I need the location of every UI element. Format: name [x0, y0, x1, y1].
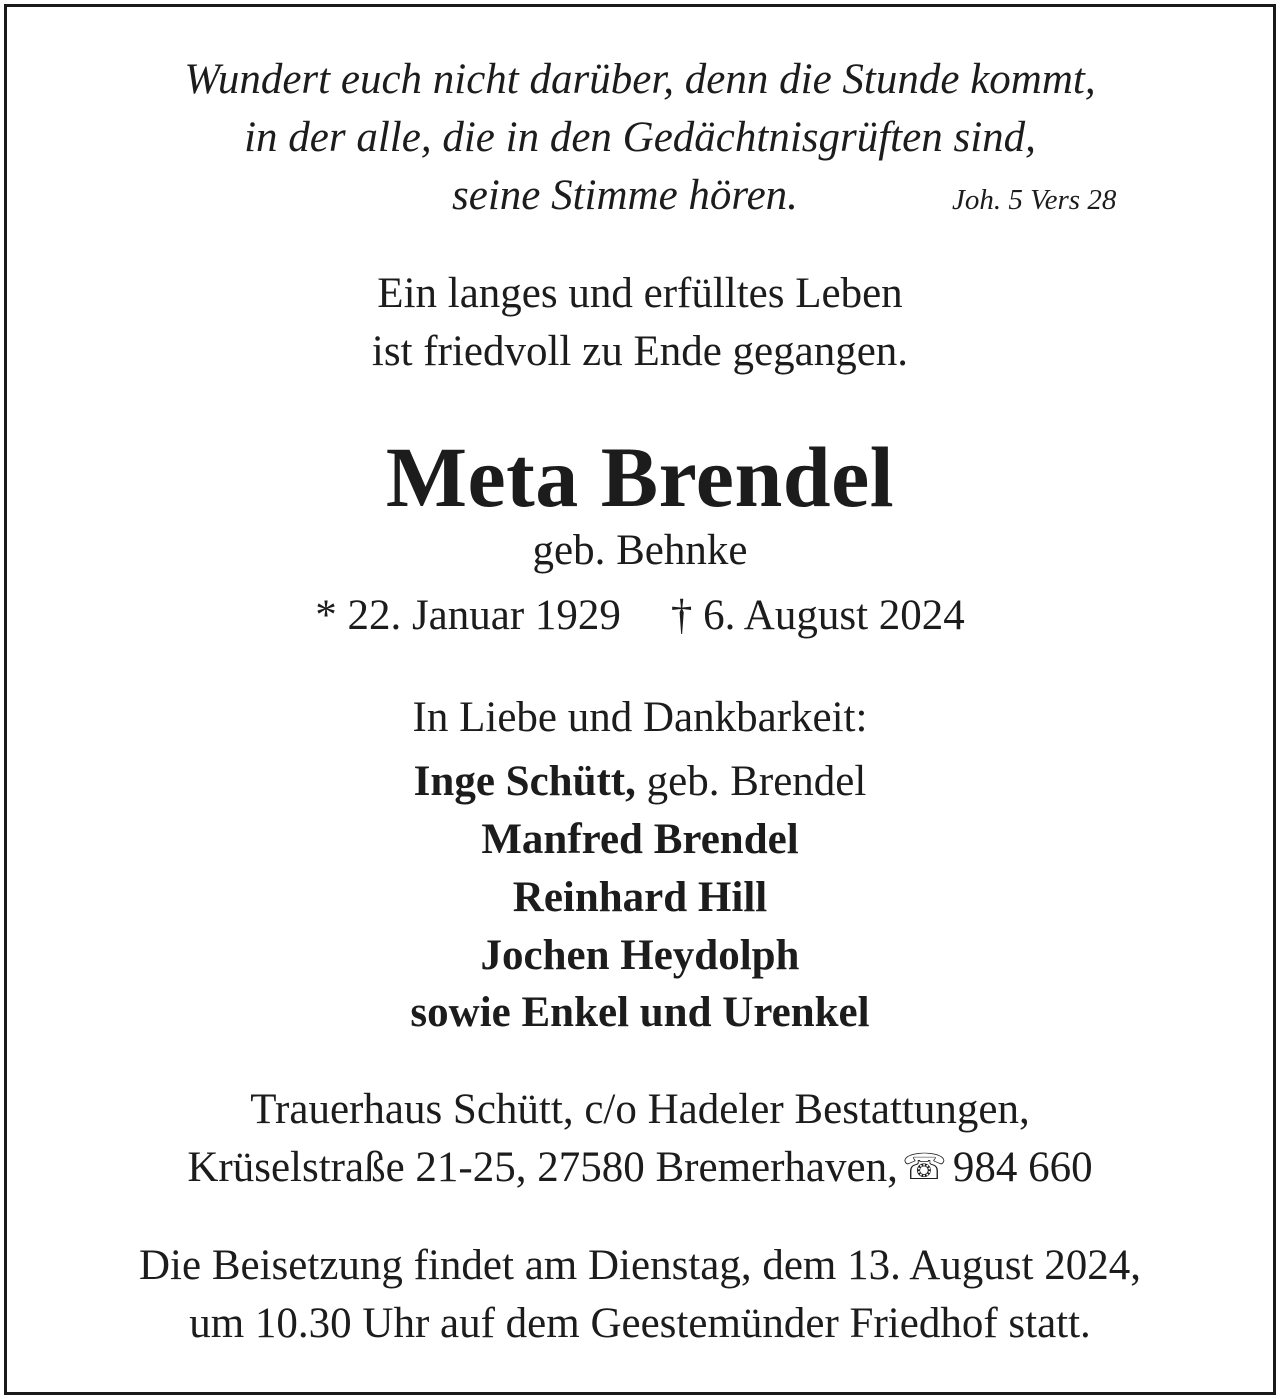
intro-line-2: ist friedvoll zu Ende gegangen. — [371, 328, 909, 375]
funeral-line-1: Die Beisetzung findet am Dienstag, dem 13. August 2024, — [139, 1242, 1141, 1289]
bible-quote-line-1: Wundert euch nicht darüber, denn die Stunde kommt, — [184, 56, 1096, 103]
bible-reference: Joh. 5 Vers 28 — [952, 184, 1117, 216]
birth-date: * 22. Januar 1929 — [315, 592, 621, 639]
address-line-1: Trauerhaus Schütt, c/o Hadeler Bestattungen, — [250, 1086, 1030, 1133]
mourner-1-note: geb. Brendel — [646, 758, 867, 805]
address-street: Krüselstraße 21-25, 27580 Bremerhaven, — [187, 1144, 898, 1191]
mourner-1 — [7, 753, 1273, 811]
mourners-heading: In Liebe und Dankbarkeit: — [412, 694, 868, 741]
phone-number: 984 660 — [952, 1144, 1093, 1191]
mourner-4: Jochen Heydolph — [480, 932, 800, 979]
address-line-2 — [7, 1139, 1273, 1197]
mourner-3: Reinhard Hill — [512, 874, 768, 921]
mourner-1-name: Inge Schütt, — [413, 758, 636, 805]
funeral-line-2: um 10.30 Uhr auf dem Geestemünder Friedhof statt. — [189, 1300, 1091, 1347]
maiden-name: geb. Behnke — [532, 527, 748, 574]
deceased-name: Meta Brendel — [385, 429, 895, 525]
death-date: † 6. August 2024 — [670, 592, 965, 639]
obituary-notice — [4, 4, 1276, 1395]
intro-line-1: Ein langes und erfülltes Leben — [377, 270, 903, 317]
bible-quote-line-3: seine Stimme hören. — [452, 172, 798, 219]
bible-quote-line-2: in der alle, die in den Gedächtnisgrüften sind, — [244, 114, 1036, 161]
mourner-5: sowie Enkel und Urenkel — [410, 989, 870, 1036]
mourner-2: Manfred Brendel — [481, 816, 799, 863]
telephone-icon: ☏ — [901, 1147, 947, 1188]
life-dates — [7, 587, 1273, 645]
